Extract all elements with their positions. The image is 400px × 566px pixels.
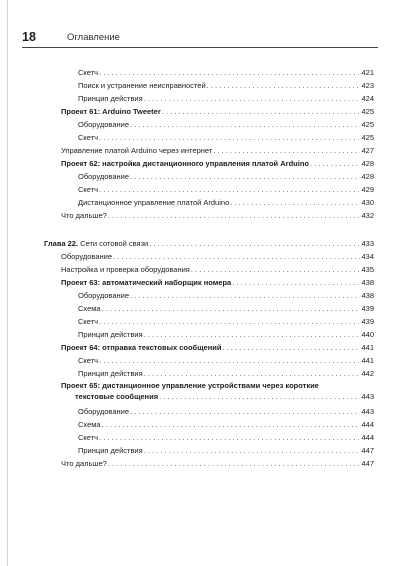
leader-dots [130, 120, 360, 131]
toc-entry[interactable] [61, 343, 374, 354]
toc-entry-page: 438 [361, 278, 374, 287]
chapter-title: Сети сотовой связи [80, 239, 149, 248]
toc-entry-page: 440 [361, 330, 374, 339]
leader-dots [149, 239, 360, 250]
toc-entry-label: Проект 64: отправка текстовых сообщений [61, 343, 222, 352]
toc-entry-label: Что дальше? [61, 459, 107, 468]
leader-dots [130, 291, 360, 302]
toc-entry-page: 447 [361, 459, 374, 468]
toc-entry-page: 441 [361, 343, 374, 352]
leader-dots [99, 68, 360, 79]
toc-entry[interactable] [78, 407, 374, 418]
toc-entry[interactable] [61, 252, 374, 263]
chapter-number: Глава 22. [44, 239, 79, 248]
toc-entry[interactable] [61, 265, 374, 276]
toc-entry-page: 434 [361, 252, 374, 261]
toc-entry-page: 442 [361, 369, 374, 378]
toc-entry-label [44, 239, 148, 250]
leader-dots [159, 392, 360, 403]
leader-dots [222, 343, 360, 354]
toc-entry-label: Проект 63: автоматический наборщик номера [61, 278, 232, 287]
toc-entry[interactable] [78, 198, 374, 209]
toc-entry[interactable] [78, 133, 374, 144]
toc-entry[interactable] [61, 278, 374, 289]
toc-entry-page: 421 [361, 68, 374, 77]
toc-entry-label: Скетч [78, 185, 99, 194]
toc-entry-page: 430 [361, 198, 374, 207]
leader-dots [99, 433, 360, 444]
leader-dots [102, 420, 361, 431]
page-edge [7, 0, 8, 566]
toc-entry-page: 443 [361, 391, 374, 401]
toc-entry-page: 424 [361, 94, 374, 103]
leader-dots [144, 446, 361, 457]
toc-entry[interactable] [78, 68, 374, 79]
toc-entry-label: Принцип действия [78, 369, 143, 378]
toc-entry-page: 425 [361, 107, 374, 116]
leader-dots [99, 185, 360, 196]
toc-entry-label: Оборудование [78, 120, 130, 129]
leader-dots [130, 172, 360, 183]
leader-dots [162, 107, 361, 118]
toc-entry-label: Оборудование [61, 252, 113, 261]
toc-entry[interactable] [61, 159, 374, 170]
toc-entry[interactable] [61, 211, 374, 222]
toc-entry-page: 425 [361, 120, 374, 129]
toc-entry-label: Принцип действия [78, 330, 143, 339]
leader-dots [144, 369, 361, 380]
toc-entry[interactable] [78, 172, 374, 183]
leader-dots [207, 81, 361, 92]
toc-entry-page: 423 [361, 81, 374, 90]
toc-entry-page: 428 [361, 159, 374, 168]
toc-entry-page: 444 [361, 433, 374, 442]
toc-entry-label: Скетч [78, 68, 99, 77]
toc-entry-page: 435 [361, 265, 374, 274]
toc-entry-line2 [61, 392, 374, 403]
toc-entry-page: 447 [361, 446, 374, 455]
toc-entry-page: 429 [361, 185, 374, 194]
toc-entry-page: 427 [361, 146, 374, 155]
toc-entry-label: Оборудование [78, 291, 130, 300]
leader-dots [213, 146, 360, 157]
toc-entry[interactable] [78, 369, 374, 380]
toc-entry[interactable] [78, 446, 374, 457]
toc-entry-label: Проект 61: Arduino Tweeter [61, 107, 161, 116]
leader-dots [99, 356, 360, 367]
toc-entry-page: 433 [361, 239, 374, 248]
toc-entry[interactable] [61, 459, 374, 470]
toc-entry-label: Скетч [78, 133, 99, 142]
toc-entry-label: Оборудование [78, 172, 130, 181]
toc-entry-label: Скетч [78, 317, 99, 326]
leader-dots [102, 304, 361, 315]
header-rule [22, 47, 378, 48]
page-number: 18 [22, 30, 36, 44]
leader-dots [144, 94, 361, 105]
toc-entry-page: 428 [361, 172, 374, 181]
toc-entry[interactable] [78, 317, 374, 328]
toc-entry-page: 432 [361, 211, 374, 220]
leader-dots [191, 265, 361, 276]
toc-entry-label: Поиск и устранение неисправностей [78, 81, 206, 90]
toc-entry-label: Скетч [78, 356, 99, 365]
toc-entry-page: 443 [361, 407, 374, 416]
toc-entry-label: Скетч [78, 433, 99, 442]
toc-entry[interactable] [78, 81, 374, 92]
toc-entry[interactable] [78, 433, 374, 444]
leader-dots [99, 317, 360, 328]
leader-dots [130, 407, 360, 418]
toc-entry-label: Дистанционное управление платой Arduino [78, 198, 230, 207]
leader-dots [144, 330, 361, 341]
toc-entry[interactable] [78, 356, 374, 367]
toc-entry[interactable] [78, 330, 374, 341]
toc-entry-label: Проект 62: настройка дистанционного управления платой Arduino [61, 159, 309, 168]
toc-entry-label: Схема [78, 420, 101, 429]
toc-entry-label: Принцип действия [78, 94, 143, 103]
toc-entry-label: Схема [78, 304, 101, 313]
toc-entry[interactable] [78, 291, 374, 302]
toc-entry-label-line1: Проект 65: дистанционное управление устройствами через короткие [61, 381, 319, 390]
page-header [22, 30, 378, 50]
toc-chapter-entry[interactable] [44, 239, 374, 250]
toc-entry-page: 444 [361, 420, 374, 429]
toc-entry-page: 438 [361, 291, 374, 300]
toc-entry-label: Оборудование [78, 407, 130, 416]
leader-dots [108, 459, 361, 470]
leader-dots [99, 133, 360, 144]
toc-entry-page: 439 [361, 304, 374, 313]
leader-dots [230, 198, 360, 209]
leader-dots [232, 278, 360, 289]
toc-entry-page: 425 [361, 133, 374, 142]
toc-entry[interactable] [78, 304, 374, 315]
toc-entry[interactable] [78, 185, 374, 196]
toc-entry-page: 441 [361, 356, 374, 365]
running-title: Оглавление [67, 32, 120, 43]
toc-entry[interactable] [78, 420, 374, 431]
toc-entry-label: Управление платой Arduino через интернет [61, 146, 213, 155]
toc-entry-label: Принцип действия [78, 446, 143, 455]
toc-entry-multiline[interactable] [61, 381, 374, 402]
toc-entry[interactable] [78, 120, 374, 131]
toc-entry-label: текстовые сообщения [75, 391, 159, 401]
toc-entry[interactable] [61, 107, 374, 118]
toc-entry[interactable] [61, 146, 374, 157]
toc-entry-page: 439 [361, 317, 374, 326]
leader-dots [113, 252, 360, 263]
toc-entry[interactable] [78, 94, 374, 105]
toc-entry-label: Настройка и проверка оборудования [61, 265, 190, 274]
leader-dots [310, 159, 360, 170]
toc-entry-label: Что дальше? [61, 211, 107, 220]
leader-dots [108, 211, 361, 222]
